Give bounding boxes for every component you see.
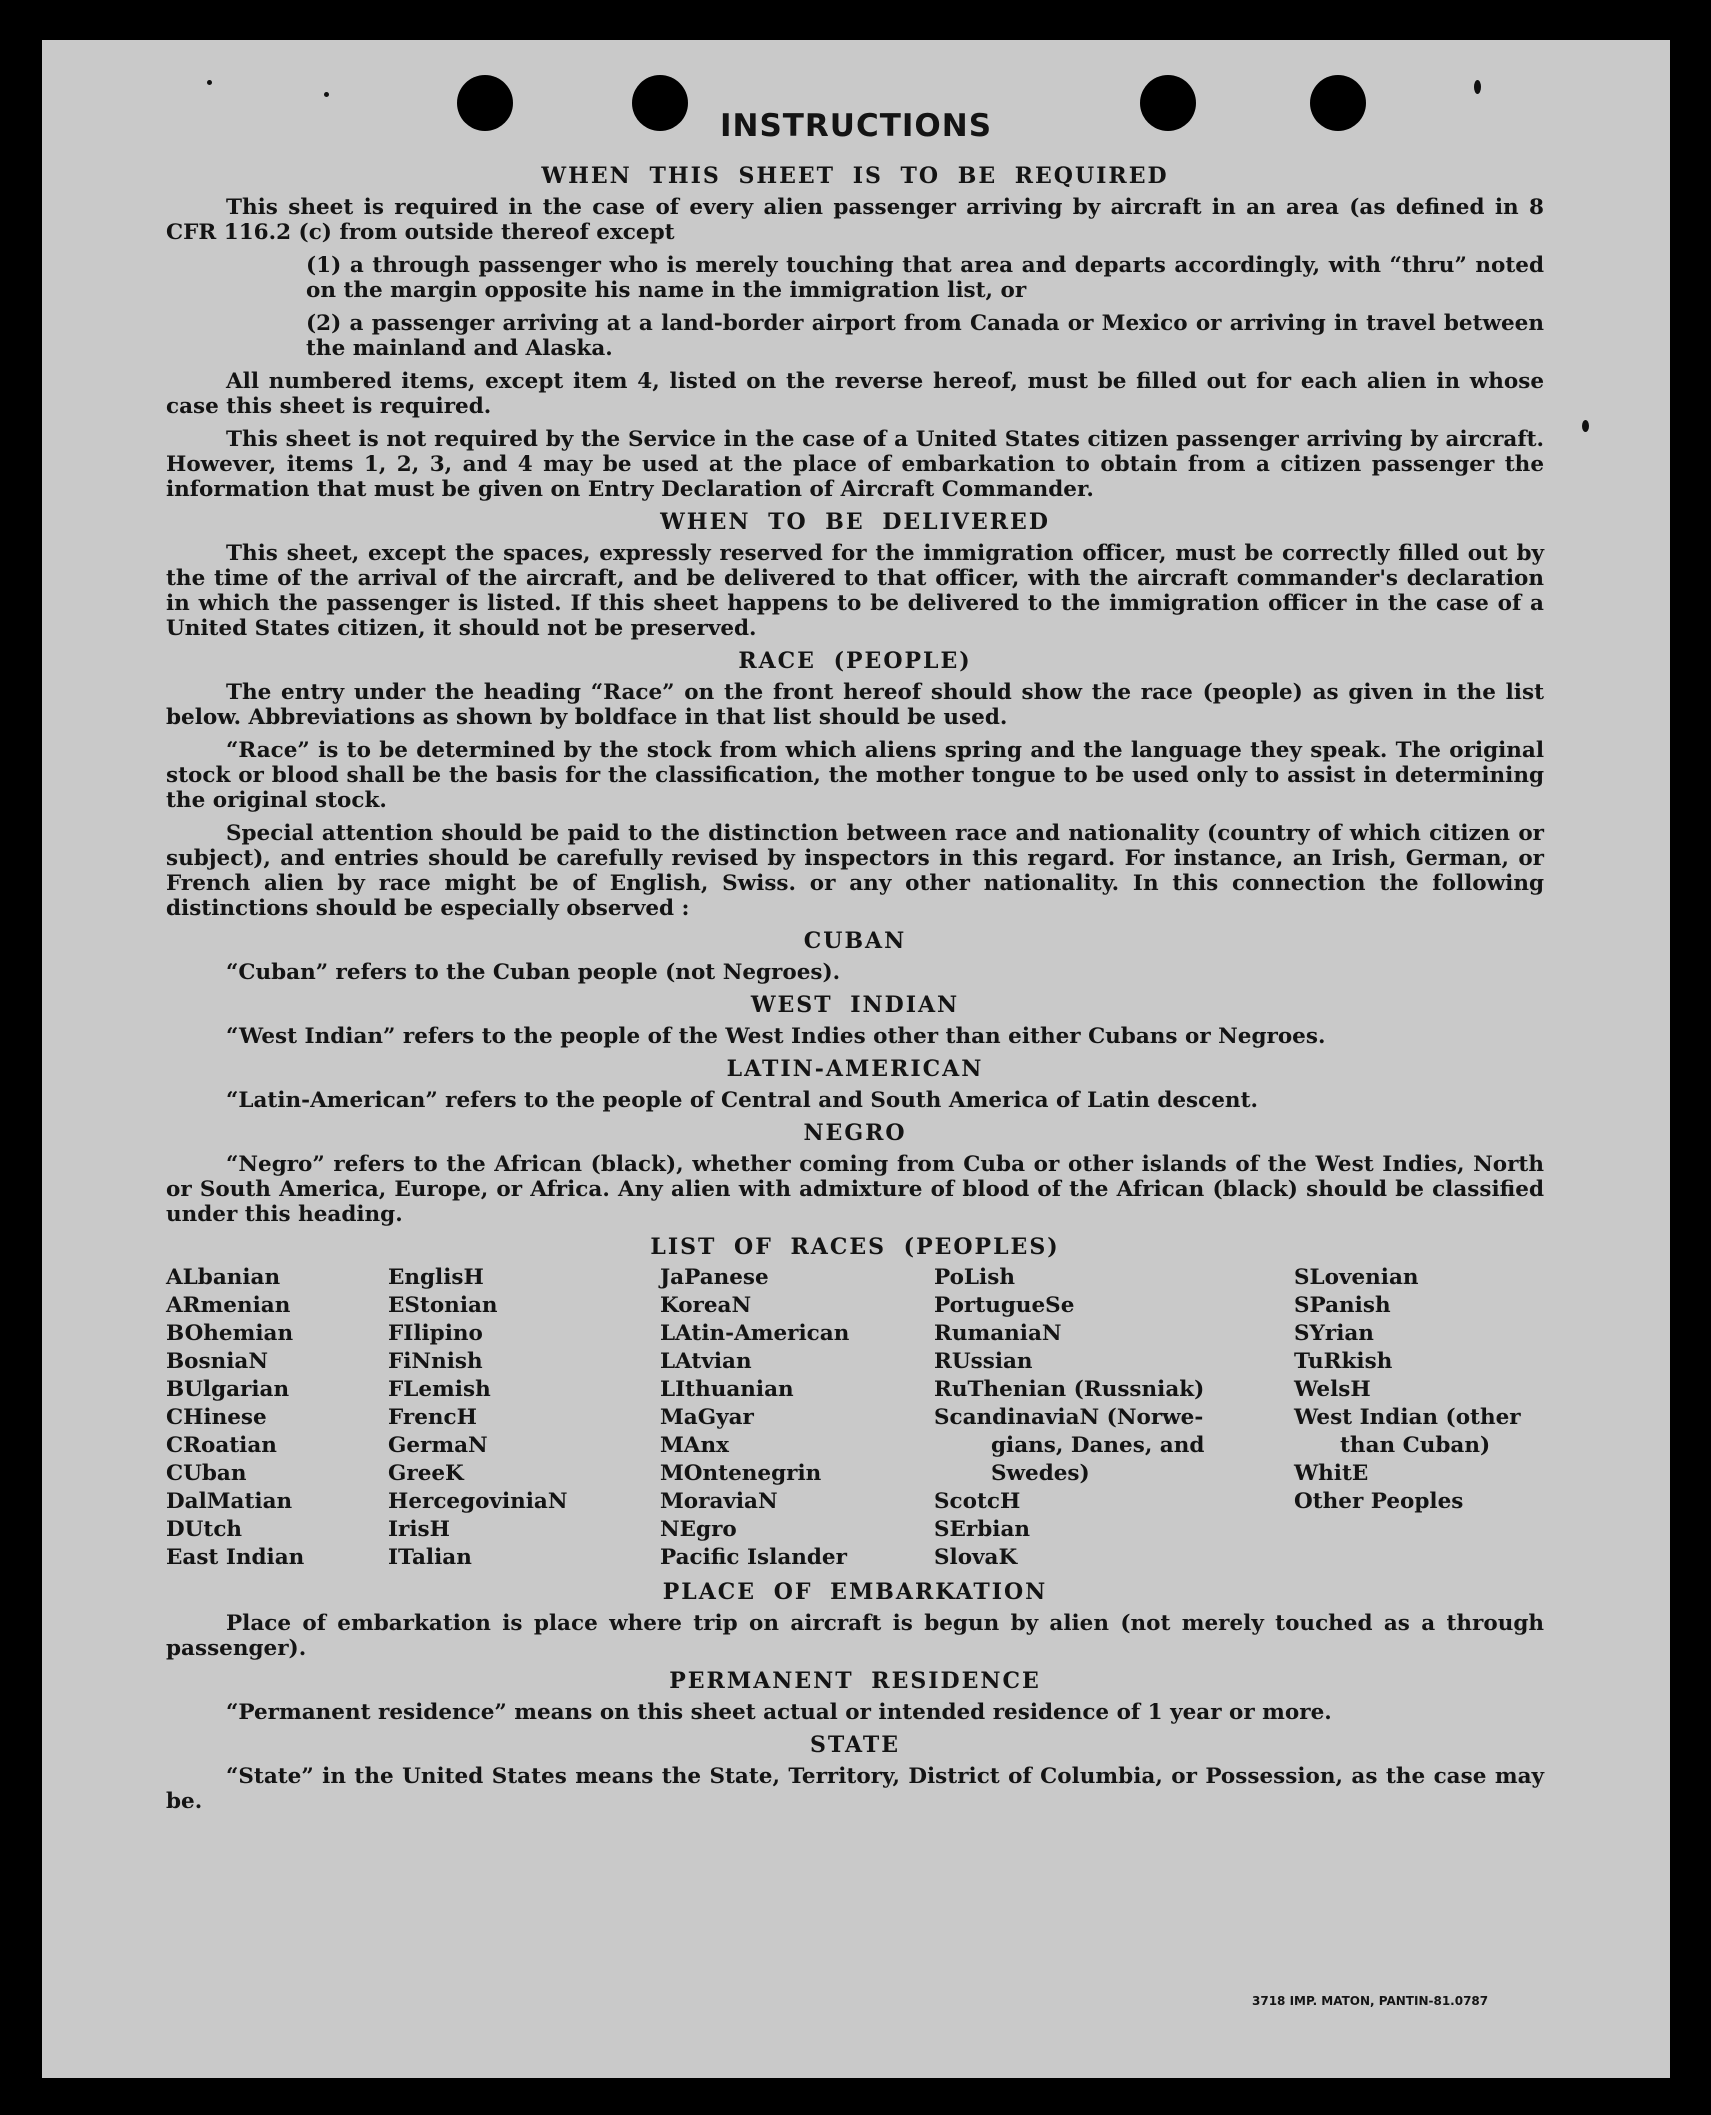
race-item: ITalian [388,1545,472,1570]
race-item: East Indian [166,1545,305,1570]
speck [324,92,329,97]
section-heading-negro: NEGRO [803,1120,907,1146]
paragraph: All numbered items, except item 4, listed on the reverse hereof, must be filled out for each alien in whose case this sheet is required. [166,369,1544,419]
paragraph: This sheet is not required by the Service in the case of a United States citizen passenger arriving by aircraft. However, items 1, 2, 3, and 4 may be used at the place of embarkation to obtain from a citizen passenger the information that must be given on Entry Declaration of Aircraft Commander. [166,427,1544,502]
page-title: INSTRUCTIONS [719,108,993,144]
race-item: LAtvian [660,1349,752,1374]
paragraph: “West Indian” refers to the people of the West Indies other than either Cubans or Negroes. [226,1024,1326,1049]
race-item-continued: gians, Danes, and [991,1433,1205,1458]
race-item: GreeK [388,1461,464,1486]
section-heading-state: STATE [809,1732,901,1758]
race-item: SErbian [934,1517,1031,1542]
race-item: KoreaN [660,1293,752,1318]
paragraph: Place of embarkation is place where trip on aircraft is begun by alien (not merely touched as a through passenger). [166,1611,1544,1661]
race-item: EnglisH [388,1265,484,1290]
race-item-continued: than Cuban) [1340,1433,1491,1458]
race-item: DUtch [166,1517,243,1542]
instructions-body [166,156,1544,1822]
race-item: MaGyar [660,1405,754,1430]
race-item: HercegoviniaN [388,1489,568,1514]
printer-imprint: 3718 IMP. MATON, PANTIN-81.0787 [1252,1994,1489,2008]
section-heading-embarkation: PLACE OF EMBARKATION [662,1579,1048,1605]
document-page [42,40,1670,2078]
race-item: FrencH [388,1405,477,1430]
race-item: ALbanian [166,1265,281,1290]
race-item: BosniaN [166,1349,268,1374]
paragraph: This sheet is required in the case of every alien passenger arriving by aircraft in an area (as defined in 8 CFR 116.2 (c) from outside thereof except [166,195,1544,245]
paragraph: “Race” is to be determined by the stock from which aliens spring and the language they speak. The original stock or blood shall be the basis for the classification, the mother tongue to be used only to assist in determining the original stock. [166,738,1544,813]
race-item: ScandinaviaN (Norwe- [934,1405,1204,1430]
race-item: ScotcH [934,1489,1021,1514]
race-item: SlovaK [934,1545,1018,1570]
race-item: LAtin-American [660,1321,850,1346]
section-heading-west-indian: WEST INDIAN [750,992,960,1018]
race-list [166,1264,1544,1572]
section-heading-cuban: CUBAN [803,928,907,954]
race-item: ARmenian [166,1293,291,1318]
paragraph: “Latin-American” refers to the people of Central and South America of Latin descent. [226,1088,1258,1113]
race-item: FIlipino [388,1321,483,1346]
race-item: IrisH [388,1517,450,1542]
race-item: RumaniaN [934,1321,1062,1346]
race-item: MOntenegrin [660,1461,822,1486]
section-heading-list: LIST OF RACES (PEOPLES) [650,1234,1060,1260]
race-item: PortugueSe [934,1293,1075,1318]
speck [1474,80,1481,94]
race-item: FiNnish [388,1349,483,1374]
race-item: DalMatian [166,1489,293,1514]
paragraph: “Permanent residence” means on this sheet actual or intended residence of 1 year or more. [226,1700,1332,1725]
paragraph: The entry under the heading “Race” on the front hereof should show the race (people) as given in the list below. Abbreviations as shown by boldface in that list should be used. [166,680,1544,730]
race-item: PoLish [934,1265,1015,1290]
race-item: WelsH [1294,1377,1371,1402]
race-column-2 [388,1264,660,1572]
race-item: LIthuanian [660,1377,794,1402]
paragraph: This sheet, except the spaces, expressly reserved for the immigration officer, must be correctly filled out by the time of the arrival of the aircraft, and be delivered to that officer, with the aircraft commander's declaration in which the passenger is listed. If this sheet happens to be delivered to the immigration officer in the case of a United States citizen, it should not be preserved. [166,541,1544,641]
speck [1582,420,1589,432]
race-column-4 [934,1264,1294,1572]
race-item: MoraviaN [660,1489,778,1514]
race-column-5 [1294,1264,1544,1572]
exception-item-1: (1) a through passenger who is merely touching that area and departs accordingly, with “thru” noted on the margin opposite his name in the immigration list, or [306,253,1544,303]
race-column-1 [166,1264,388,1572]
race-item-continued: Swedes) [991,1461,1090,1486]
paragraph: “State” in the United States means the State, Territory, District of Columbia, or Possession, as the case may be. [166,1764,1544,1814]
race-item: SPanish [1294,1293,1391,1318]
section-heading-race: RACE (PEOPLE) [738,648,972,674]
race-item: SLovenian [1294,1265,1419,1290]
race-item: MAnx [660,1433,729,1458]
section-heading-latin-american: LATIN-AMERICAN [726,1056,984,1082]
race-item: CHinese [166,1405,267,1430]
speck [207,80,212,85]
race-item: FLemish [388,1377,491,1402]
race-item: EStonian [388,1293,498,1318]
race-item: NEgro [660,1517,737,1542]
race-item: Pacific Islander [660,1545,847,1570]
section-heading-residence: PERMANENT RESIDENCE [669,1668,1041,1694]
paragraph: “Cuban” refers to the Cuban people (not Negroes). [226,960,841,985]
paragraph: Special attention should be paid to the distinction between race and nationality (country of which citizen or subject), and entries should be carefully revised by inspectors in this regard. For instance, an Irish, German, or French alien by race might be of English, Swiss. or any other nationality. In this connection the following distinctions should be especially observed : [166,821,1544,921]
paragraph: “Negro” refers to the African (black), whether coming from Cuba or other islands of the West Indies, North or South America, Europe, or Africa. Any alien with admixture of blood of the African (black) should be classified under this heading. [166,1152,1544,1227]
race-column-3 [660,1264,934,1572]
race-item: RUssian [934,1349,1033,1374]
section-heading-required: WHEN THIS SHEET IS TO BE REQUIRED [541,163,1169,189]
race-item: TuRkish [1294,1349,1393,1374]
race-item: BOhemian [166,1321,294,1346]
race-item: Other Peoples [1294,1489,1464,1514]
exception-item-2: (2) a passenger arriving at a land-border airport from Canada or Mexico or arriving in travel between the mainland and Alaska. [306,311,1544,361]
race-item: RuThenian (Russniak) [934,1377,1205,1402]
race-item: CUban [166,1461,247,1486]
race-item: SYrian [1294,1321,1374,1346]
race-item: WhitE [1294,1461,1369,1486]
race-item: CRoatian [166,1433,277,1458]
race-item: GermaN [388,1433,488,1458]
race-item: JaPanese [660,1265,769,1290]
race-item: West Indian (other [1294,1405,1521,1430]
section-heading-delivered: WHEN TO BE DELIVERED [660,509,1050,535]
race-item: BUlgarian [166,1377,290,1402]
